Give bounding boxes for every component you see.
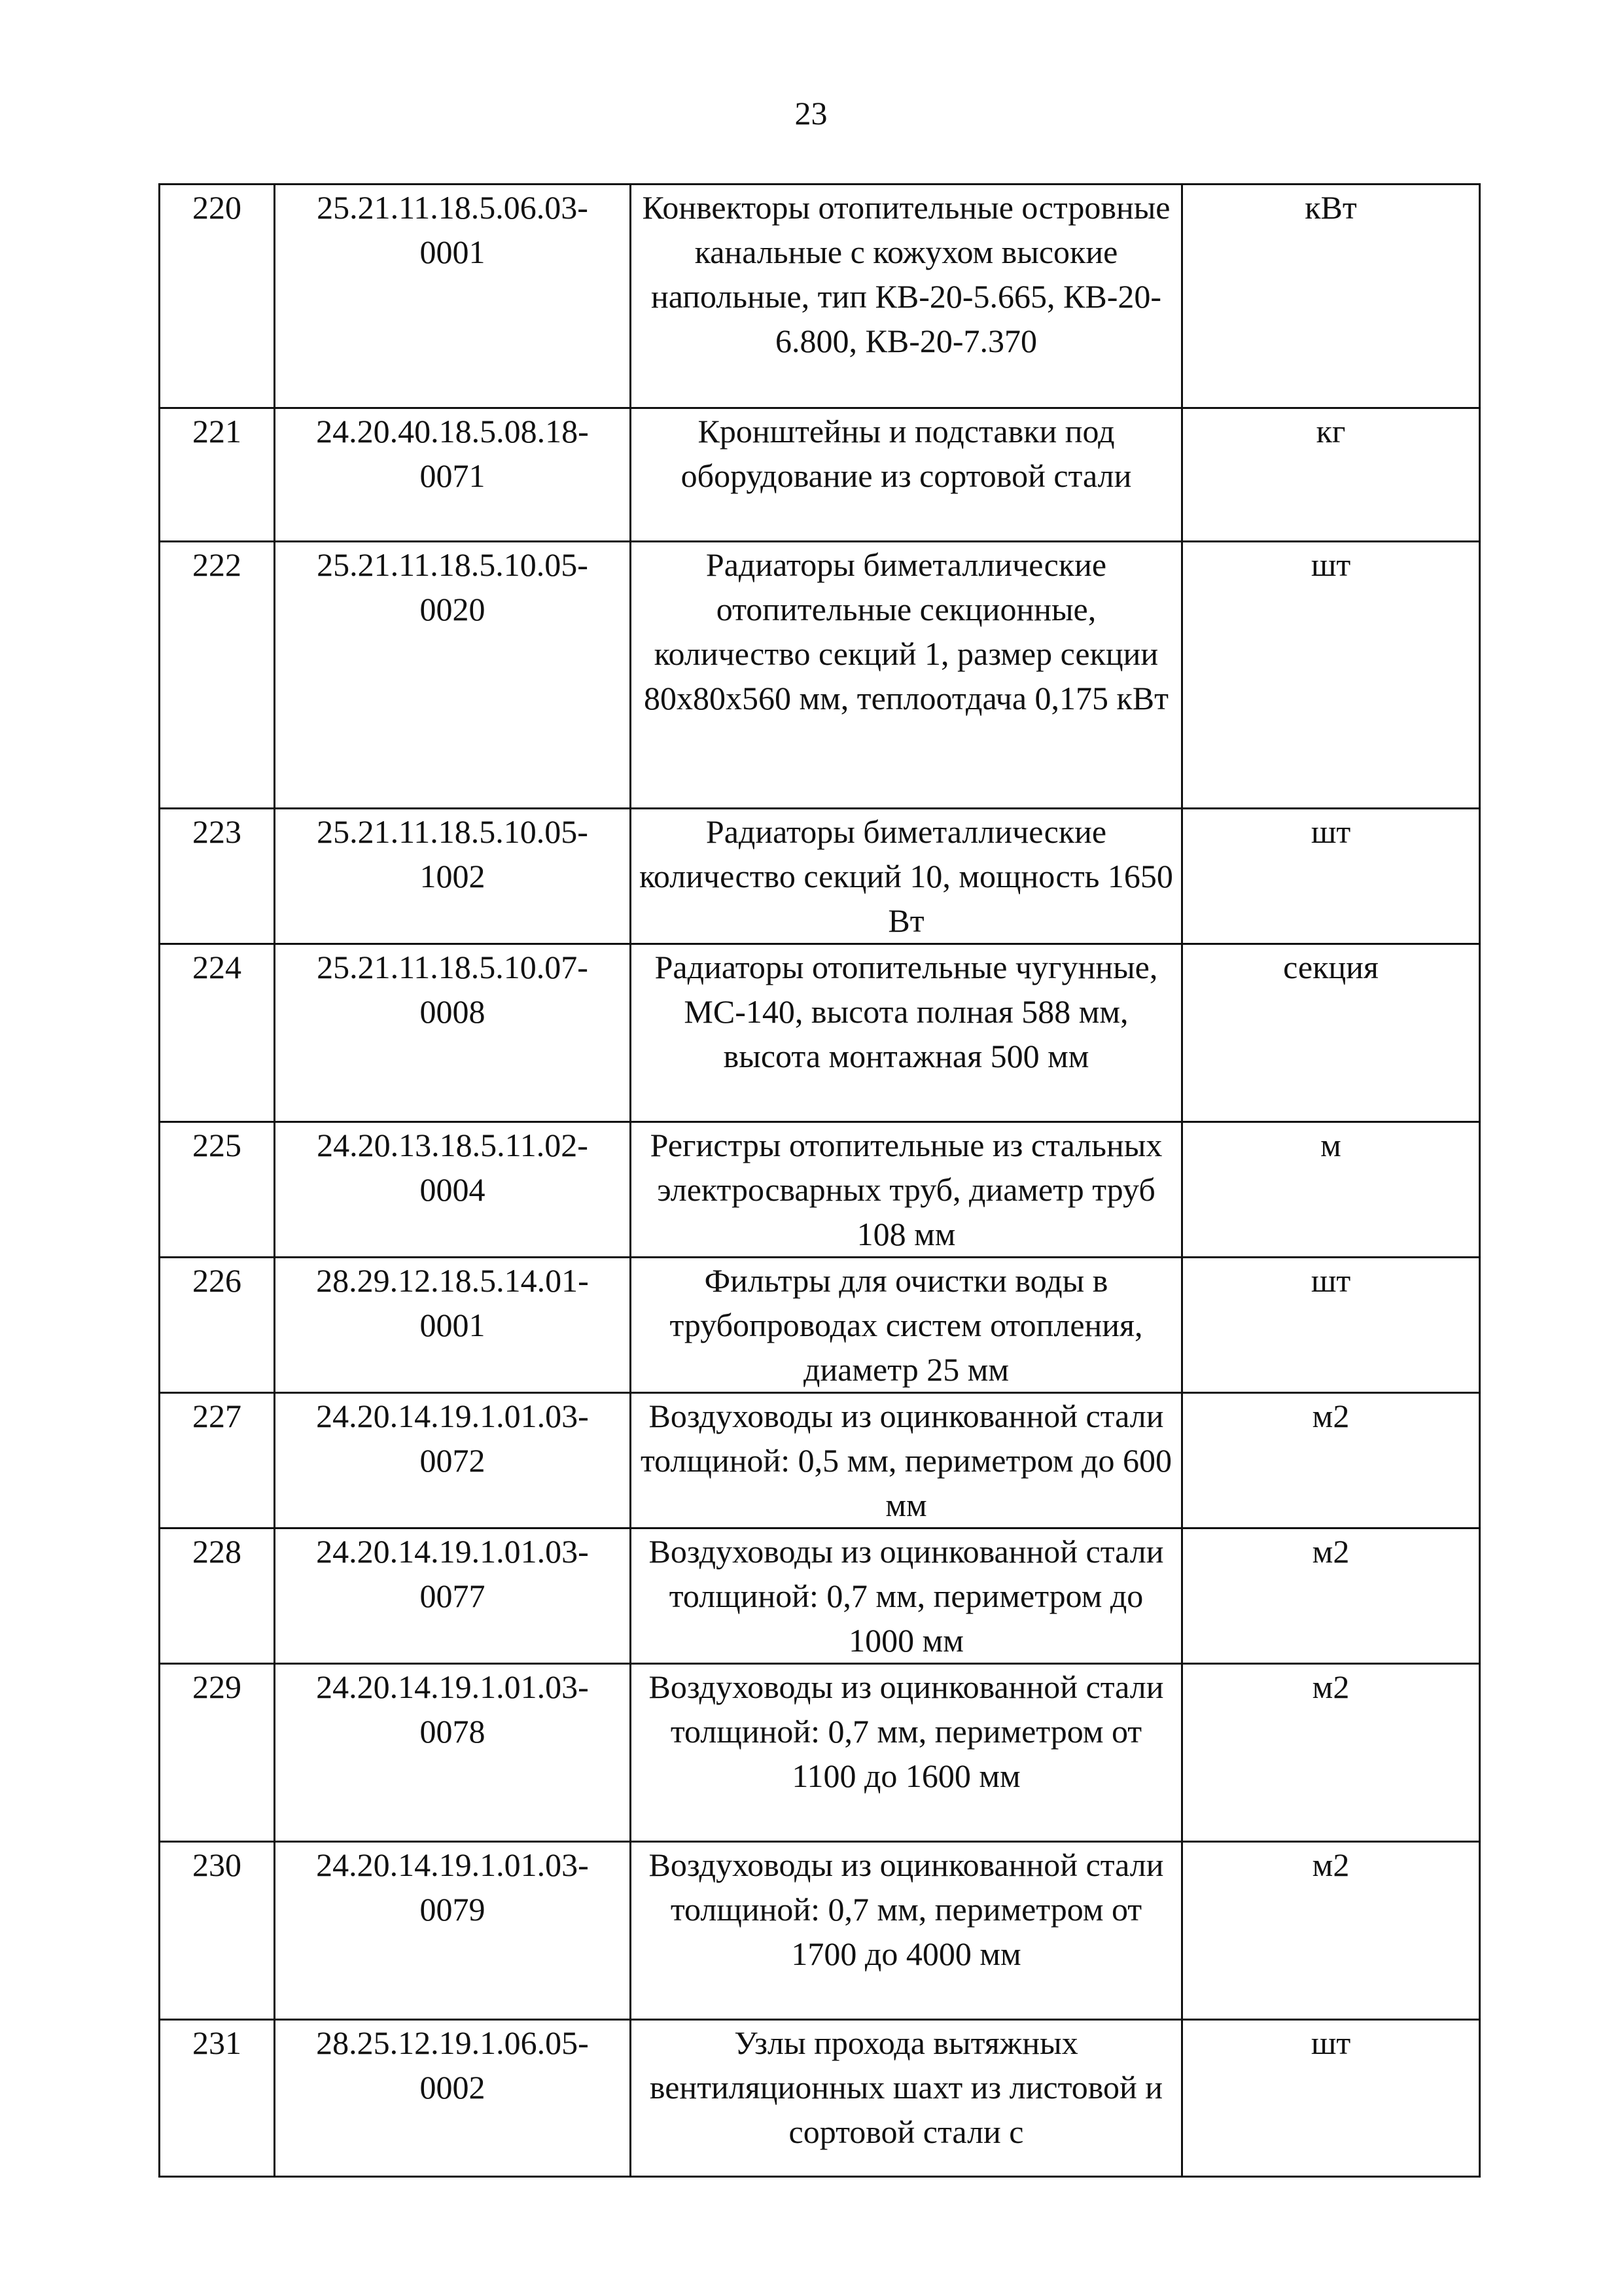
resource-name-cell: Регистры отопительные из стальных электросварных труб, диаметр труб 108 мм xyxy=(631,1122,1182,1258)
table-row xyxy=(160,408,1480,542)
resource-name-cell: Воздуховоды из оцинкованной стали толщиной: 0,5 мм, периметром до 600 мм xyxy=(631,1393,1182,1528)
table-row xyxy=(160,1258,1480,1393)
row-number-cell: 231 xyxy=(160,2020,275,2177)
table-row xyxy=(160,1393,1480,1528)
unit-cell: шт xyxy=(1182,2020,1480,2177)
unit-cell: м2 xyxy=(1182,1664,1480,1842)
unit-cell: м2 xyxy=(1182,1393,1480,1528)
code-part-2: 0001 xyxy=(419,234,485,270)
code-part-2: 0020 xyxy=(419,591,485,627)
resource-code-cell xyxy=(275,1122,631,1258)
table-row xyxy=(160,944,1480,1122)
row-number-cell: 227 xyxy=(160,1393,275,1528)
code-part-1: 24.20.13.18.5.11.02- xyxy=(317,1127,588,1163)
code-part-1: 24.20.14.19.1.01.03- xyxy=(316,1398,589,1434)
table-row xyxy=(160,542,1480,809)
resource-name-cell: Радиаторы биметаллические отопительные секционные, количество секций 1, размер секции 80x80x560 мм, теплоотдача 0,175 кВт xyxy=(631,542,1182,809)
table-row xyxy=(160,809,1480,944)
code-part-1: 24.20.40.18.5.08.18- xyxy=(316,413,589,450)
code-part-1: 28.29.12.18.5.14.01- xyxy=(316,1262,589,1299)
code-part-1: 25.21.11.18.5.10.05- xyxy=(317,813,588,850)
page-number: 23 xyxy=(794,95,828,132)
code-part-2: 0078 xyxy=(419,1713,485,1750)
unit-cell: м2 xyxy=(1182,1842,1480,2020)
resource-code-cell xyxy=(275,185,631,408)
resource-code-cell xyxy=(275,944,631,1122)
unit-cell: м xyxy=(1182,1122,1480,1258)
resource-name-cell: Воздуховоды из оцинкованной стали толщиной: 0,7 мм, периметром до 1000 мм xyxy=(631,1528,1182,1664)
unit-cell: шт xyxy=(1182,542,1480,809)
resource-name-cell: Узлы прохода вытяжных вентиляционных шахт из листовой и сортовой стали с xyxy=(631,2020,1182,2177)
unit-cell: шт xyxy=(1182,809,1480,944)
row-number-cell: 222 xyxy=(160,542,275,809)
table-row xyxy=(160,1664,1480,1842)
unit-cell: шт xyxy=(1182,1258,1480,1393)
resource-name-cell: Воздуховоды из оцинкованной стали толщиной: 0,7 мм, периметром от 1100 до 1600 мм xyxy=(631,1664,1182,1842)
resource-code-cell xyxy=(275,1258,631,1393)
row-number-cell: 220 xyxy=(160,185,275,408)
resource-code-cell xyxy=(275,408,631,542)
table-row xyxy=(160,1842,1480,2020)
code-part-1: 28.25.12.19.1.06.05- xyxy=(316,2024,589,2061)
resource-name-cell: Воздуховоды из оцинкованной стали толщиной: 0,7 мм, периметром от 1700 до 4000 мм xyxy=(631,1842,1182,2020)
resource-name-cell: Кронштейны и подставки под оборудование из сортовой стали xyxy=(631,408,1182,542)
resource-code-cell xyxy=(275,2020,631,2177)
code-part-1: 25.21.11.18.5.10.05- xyxy=(317,546,588,583)
code-part-2: 0002 xyxy=(419,2069,485,2106)
unit-cell: кг xyxy=(1182,408,1480,542)
resource-table xyxy=(158,183,1481,2178)
code-part-1: 24.20.14.19.1.01.03- xyxy=(316,1669,589,1705)
row-number-cell: 225 xyxy=(160,1122,275,1258)
resource-code-cell xyxy=(275,542,631,809)
code-part-2: 0079 xyxy=(419,1891,485,1928)
table-row xyxy=(160,185,1480,408)
resource-name-cell: Радиаторы отопительные чугунные, МС-140, высота полная 588 мм, высота монтажная 500 мм xyxy=(631,944,1182,1122)
code-part-2: 0004 xyxy=(419,1171,485,1208)
row-number-cell: 226 xyxy=(160,1258,275,1393)
row-number-cell: 228 xyxy=(160,1528,275,1664)
resource-code-cell xyxy=(275,1842,631,2020)
code-part-1: 25.21.11.18.5.06.03- xyxy=(317,189,588,226)
code-part-2: 0001 xyxy=(419,1307,485,1343)
row-number-cell: 221 xyxy=(160,408,275,542)
unit-cell: секция xyxy=(1182,944,1480,1122)
resource-name-cell: Фильтры для очистки воды в трубопроводах систем отопления, диаметр 25 мм xyxy=(631,1258,1182,1393)
unit-cell: м2 xyxy=(1182,1528,1480,1664)
table-row xyxy=(160,2020,1480,2177)
unit-cell: кВт xyxy=(1182,185,1480,408)
resource-name-cell: Радиаторы биметаллические количество секций 10, мощность 1650 Вт xyxy=(631,809,1182,944)
code-part-2: 0008 xyxy=(419,993,485,1030)
code-part-1: 25.21.11.18.5.10.07- xyxy=(317,949,588,985)
row-number-cell: 230 xyxy=(160,1842,275,2020)
table-row xyxy=(160,1122,1480,1258)
row-number-cell: 224 xyxy=(160,944,275,1122)
code-part-2: 1002 xyxy=(419,858,485,894)
table-row xyxy=(160,1528,1480,1664)
resource-name-cell: Конвекторы отопительные островные канальные с кожухом высокие напольные, тип КВ-20-5.665, КВ-20-6.800, КВ-20-7.370 xyxy=(631,185,1182,408)
resource-code-cell xyxy=(275,809,631,944)
code-part-1: 24.20.14.19.1.01.03- xyxy=(316,1533,589,1570)
resource-code-cell xyxy=(275,1664,631,1842)
row-number-cell: 223 xyxy=(160,809,275,944)
row-number-cell: 229 xyxy=(160,1664,275,1842)
code-part-2: 0077 xyxy=(419,1578,485,1614)
resource-code-cell xyxy=(275,1393,631,1528)
code-part-2: 0071 xyxy=(419,457,485,494)
code-part-1: 24.20.14.19.1.01.03- xyxy=(316,1846,589,1883)
code-part-2: 0072 xyxy=(419,1442,485,1479)
resource-code-cell xyxy=(275,1528,631,1664)
